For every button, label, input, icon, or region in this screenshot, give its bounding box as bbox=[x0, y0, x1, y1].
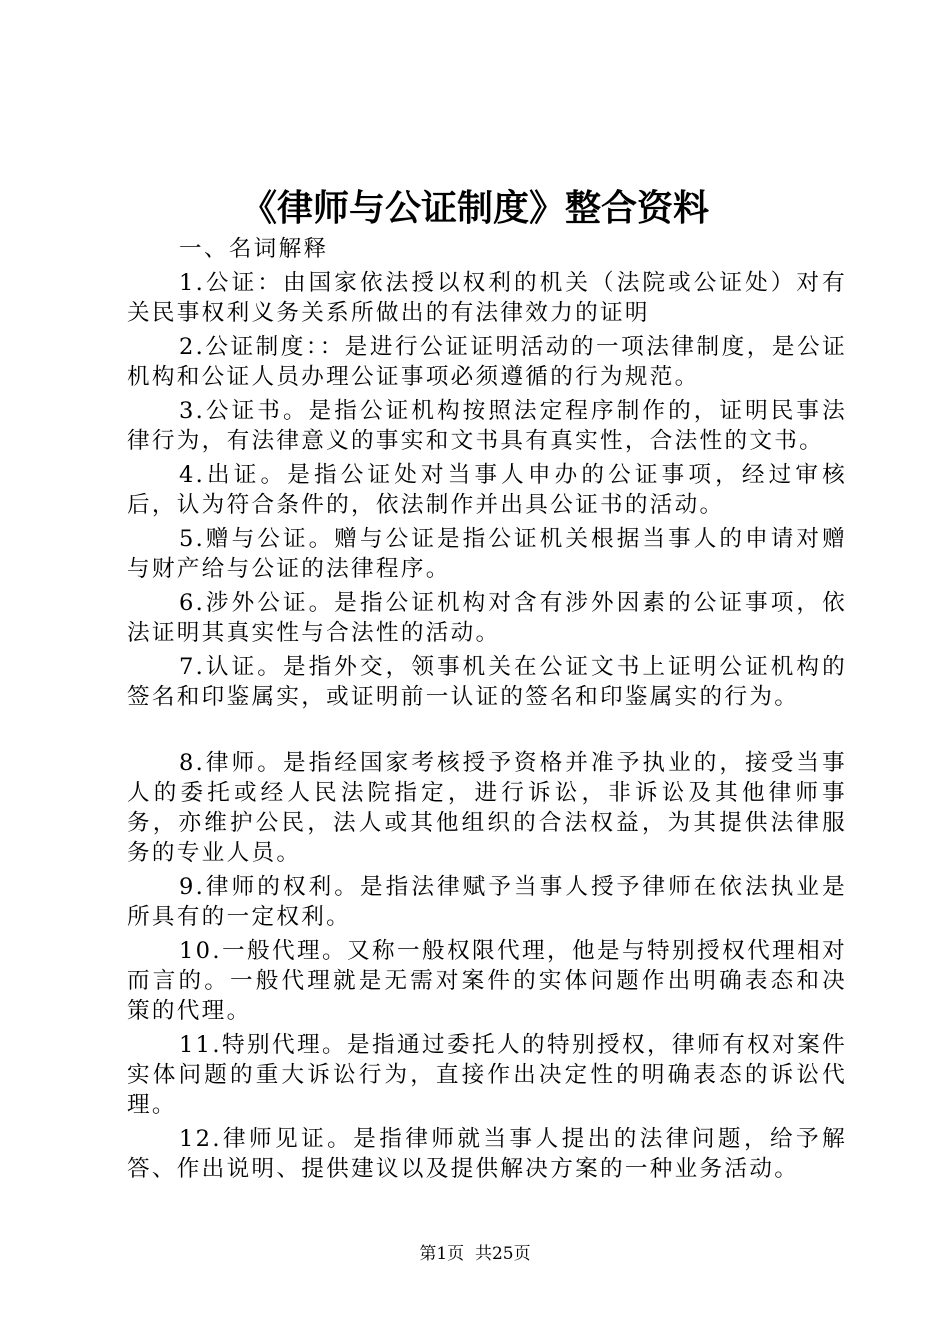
paragraph-11: 11.特别代理。是指通过委托人的特别授权，律师有权对案件实体问题的重大诉讼行为，直接作出决定性的明确表态的诉讼代理。 bbox=[127, 1032, 847, 1118]
paragraph-1: 1.公证：由国家依法授以权利的机关（法院或公证处）对有关民事权利义务关系所做出的有法律效力的证明 bbox=[127, 270, 847, 326]
paragraph-2: 2.公证制度：：是进行公证证明活动的一项法律制度，是公证机构和公证人员办理公证事项必须遵循的行为规范。 bbox=[127, 334, 847, 390]
paragraph-3: 3.公证书。是指公证机构按照法定程序制作的，证明民事法律行为，有法律意义的事实和文书具有真实性，合法性的文书。 bbox=[127, 398, 847, 454]
paragraph-12: 12.律师见证。是指律师就当事人提出的法律问题，给予解答、作出说明、提供建议以及提供解决方案的一种业务活动。 bbox=[127, 1126, 847, 1182]
page-number-label: 第1页 共25页 bbox=[419, 1244, 531, 1264]
paragraph-6: 6.涉外公证。是指公证机构对含有涉外因素的公证事项，依法证明其真实性与合法性的活动。 bbox=[127, 590, 847, 646]
paragraph-8: 8.律师。是指经国家考核授予资格并准予执业的，接受当事人的委托或经人民法院指定，进行诉讼，非诉讼及其他律师事务，亦维护公民，法人或其他组织的合法权益，为其提供法律服务的专业人员。 bbox=[127, 750, 847, 866]
section-heading: 一、名词解释 bbox=[179, 236, 329, 262]
paragraph-4: 4.出证。是指公证处对当事人申办的公证事项，经过审核后，认为符合条件的，依法制作并出具公证书的活动。 bbox=[127, 462, 847, 518]
page-footer bbox=[0, 1242, 950, 1266]
paragraph-5: 5.赠与公证。赠与公证是指公证机关根据当事人的申请对赠与财产给与公证的法律程序。 bbox=[127, 526, 847, 582]
document-body bbox=[127, 234, 847, 1188]
document-title: 《律师与公证制度》整合资料 bbox=[240, 187, 709, 229]
paragraph-9: 9.律师的权利。是指法律赋予当事人授予律师在依法执业是所具有的一定权利。 bbox=[127, 874, 847, 930]
paragraph-10: 10.一般代理。又称一般权限代理，他是与特别授权代理相对而言的。一般代理就是无需对案件的实体问题作出明确表态和决策的代理。 bbox=[127, 938, 847, 1024]
paragraph-7: 7.认证。是指外交，领事机关在公证文书上证明公证机构的签名和印鉴属实，或证明前一认证的签名和印鉴属实的行为。 bbox=[127, 654, 847, 710]
